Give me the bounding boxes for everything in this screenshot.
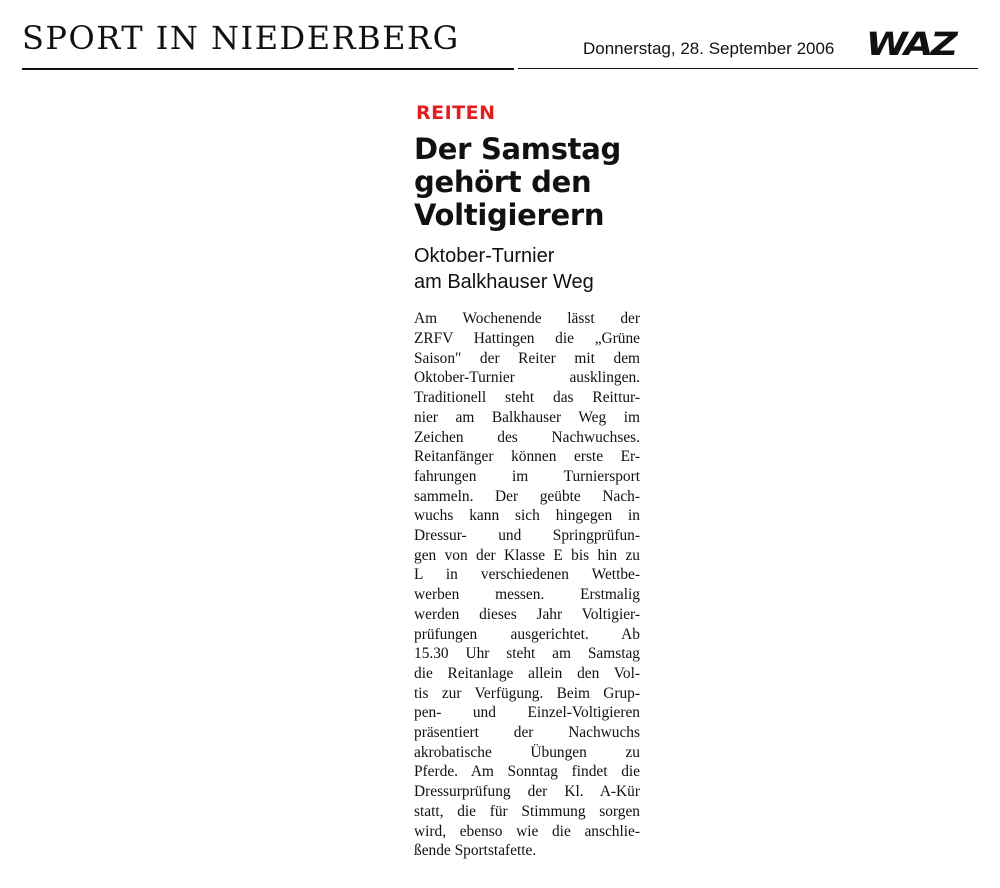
body-line: wuchs kann sich hingegen in [414, 507, 640, 525]
article-body [414, 309, 640, 861]
body-line: Zeichen des Nachwuchses. [414, 428, 640, 446]
publication-date: Donnerstag, 28. September 2006 [583, 39, 835, 58]
body-line: werben messen. Erstmalig [414, 586, 640, 604]
body-line: Oktober-Turnier ausklingen. [414, 369, 640, 387]
body-line: pen- und Einzel-Voltigieren [414, 704, 640, 722]
article-headline [414, 133, 644, 231]
masthead-rule-left [22, 68, 514, 70]
body-line: Traditionell steht das Reittur- [414, 389, 640, 407]
subhead-line: am Balkhauser Weg [414, 271, 594, 294]
body-line: ßende Sportstafette. [414, 842, 537, 860]
section-title: SPORT IN NIEDERBERG [22, 19, 460, 57]
body-line: L in verschiedenen Wettbe- [414, 566, 640, 584]
body-line: tis zur Verfügung. Beim Grup- [414, 684, 640, 702]
body-line: Pferde. Am Sonntag findet die [414, 763, 640, 781]
body-line: prüfungen ausgerichtet. Ab [414, 625, 640, 643]
body-line: ZRFV Hattingen die „Grüne [414, 330, 640, 347]
body-line: Reitanfänger können erste Er- [414, 448, 640, 466]
headline-line: Voltigierern [414, 197, 605, 232]
body-line: sammeln. Der geübte Nach- [414, 487, 640, 505]
body-line: wird, ebenso wie die anschlie- [414, 822, 640, 840]
article-subhead [414, 243, 644, 295]
subhead-line: Oktober-Turnier [414, 245, 555, 268]
body-line: Saison" der Reiter mit dem [414, 349, 640, 367]
body-line: fahrungen im Turniersport [414, 467, 640, 485]
body-line: nier am Balkhauser Weg im [414, 408, 640, 426]
body-line: präsentiert der Nachwuchs [414, 724, 640, 742]
body-line: statt, die für Stimmung sorgen [414, 802, 640, 820]
body-line: Dressurprüfung der Kl. A-Kür [414, 783, 640, 801]
body-line: gen von der Klasse E bis hin zu [414, 546, 640, 564]
headline-line: Der Samstag [414, 132, 621, 166]
body-line: die Reitanlage allein den Vol- [414, 664, 640, 682]
body-line: werden dieses Jahr Voltigier- [414, 605, 640, 623]
article-kicker: REITEN [416, 102, 496, 124]
body-line: Dressur- und Springprüfun- [414, 527, 640, 545]
body-line: Am Wochenende lässt der [414, 310, 640, 328]
body-line: 15.30 Uhr steht am Samstag [414, 645, 640, 663]
headline-line: gehört den [414, 164, 592, 199]
masthead-rule-right [518, 68, 978, 69]
waz-logo: WAZ [862, 25, 960, 63]
body-line: akrobatische Übungen zu [414, 743, 640, 761]
article [414, 104, 644, 861]
